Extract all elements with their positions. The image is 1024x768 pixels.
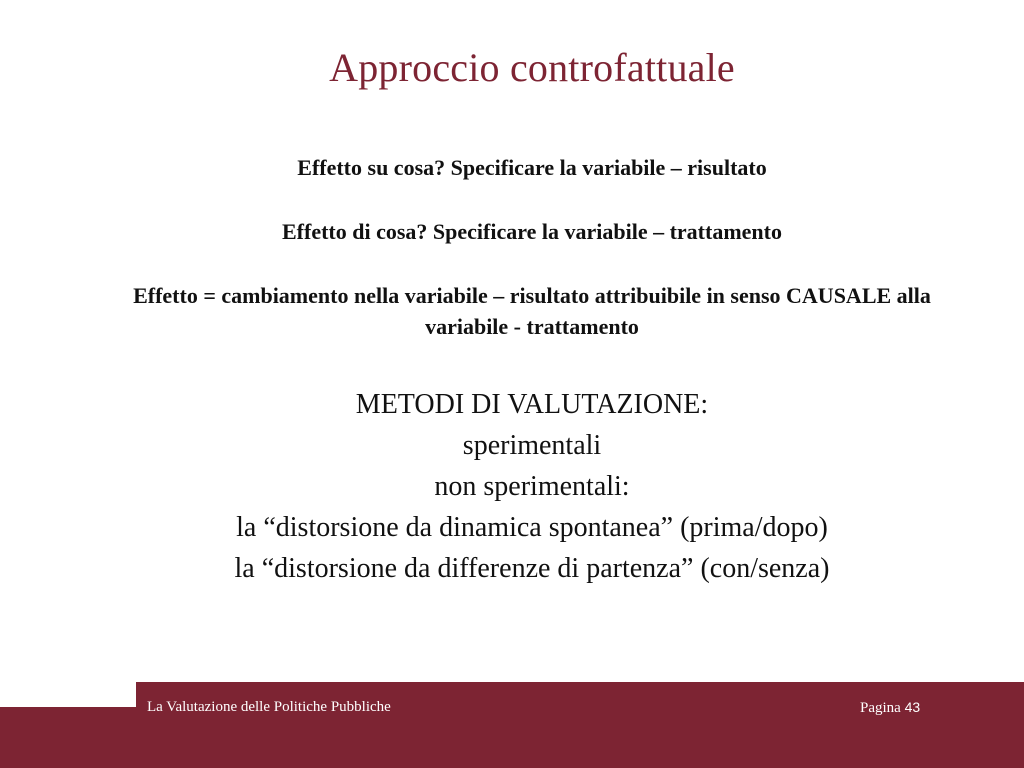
methods-line-non-experimental: non sperimentali:	[434, 471, 630, 502]
slide-body	[100, 152, 964, 589]
methods-line-experimental: sperimentali	[462, 430, 602, 461]
footer-bar	[0, 682, 1024, 768]
slide-title: Approccio controfattuale	[329, 45, 735, 90]
paragraph-effect-of-what: Effetto di cosa? Specificare la variabile – trattamento	[282, 219, 782, 244]
methods-heading: METODI DI VALUTAZIONE:	[355, 389, 709, 420]
footer-page-indicator	[860, 696, 920, 720]
footer-course-title: La Valutazione delle Politiche Pubbliche	[147, 699, 391, 715]
paragraph-effect-on-what: Effetto su cosa? Specificare la variabile – risultato	[297, 155, 767, 180]
methods-line-spontaneous-dynamics: la “distorsione da dinamica spontanea” (prima/dopo)	[236, 512, 828, 543]
footer-notch	[0, 682, 136, 707]
methods-block	[100, 384, 964, 589]
footer-page-label: Pagina	[860, 700, 901, 716]
paragraph-effect-definition: Effetto = cambiamento nella variabile – risultato attribuibile in senso CAUSALE alla variabile - trattamento	[133, 283, 931, 339]
footer-page-number: 43	[904, 699, 921, 715]
methods-line-starting-differences: la “distorsione da differenze di partenza” (con/senza)	[234, 553, 830, 584]
